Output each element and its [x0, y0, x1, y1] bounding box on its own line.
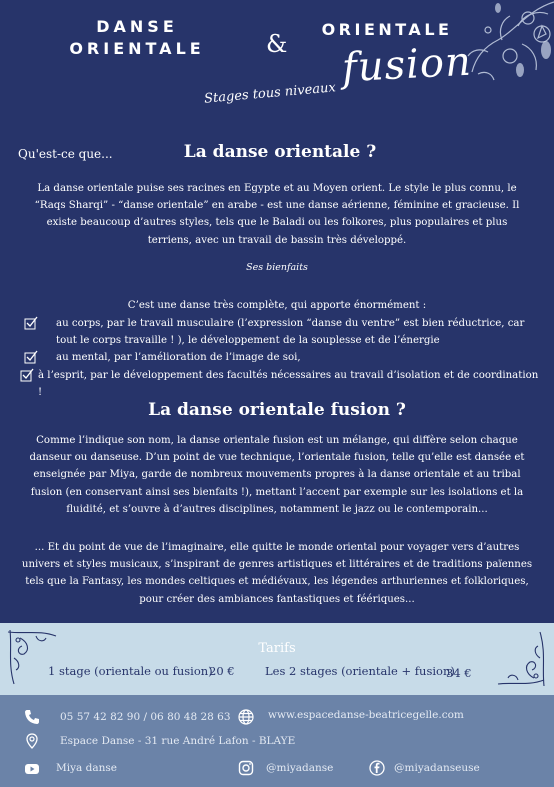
title-line-2: ORIENTALE: [69, 39, 205, 58]
checkbox-checked-icon: [20, 368, 34, 382]
contact-facebook[interactable]: @miyadanseuse: [394, 762, 480, 774]
tarif-item-1-price: 20 €: [209, 664, 235, 678]
title-line-1: DANSE: [96, 17, 178, 36]
benefits-list: [22, 315, 542, 401]
corner-flourish-icon: [494, 628, 548, 688]
phone-icon: [24, 709, 40, 725]
corner-flourish-icon: [6, 628, 60, 688]
benefit-text: à l’esprit, par le développement des facultés nécessaires au travail d’isolation et de coordination !: [38, 369, 539, 398]
instagram-icon: [238, 760, 254, 776]
section1-lead: Qu'est-ce que...: [18, 147, 113, 161]
benefit-text: au corps, par le travail musculaire (l’expression “danse du ventre” est bien réductrice, car tout le corps travaille ! ), le développement de la souplesse et de l’énergie: [56, 318, 525, 347]
section1-heading: La danse orientale ?: [183, 142, 377, 162]
section2-paragraph-1: Comme l’indique son nom, la danse orientale fusion est un mélange, qui diffère selon chaque danseur ou danseuse. D’un point de vue technique, l’orientale fusion, telle qu’elle est dansée et enseignée par Miya, garde de nombreux mouvements propres à la danse orientale et au tribal fusion (en conservant ainsi ses bienfaits !), mettant l’accent par exemple sur les isolations et la fluidité, et s’ouvre à d’autres disciplines, notamment le jazz ou le contemporain...: [29, 435, 525, 515]
title-orientale-right: ORIENTALE: [321, 20, 453, 39]
tarif-item-2-price: 34 €: [446, 666, 472, 680]
benefit-item: [22, 349, 542, 366]
globe-icon: [238, 709, 254, 725]
section2-paragraph-2: ... Et du point de vue de l’imaginaire, elle quitte le monde oriental pour voyager vers d’autres univers et styles musicaux, s’inspirant de genres artistiques et littéraires et de traditions païennes tels que la Fantasy, les mondes celtiques et médiévaux, les légendes arthuriennes et folkloriques, pour créer des ambiances fantastiques et féériques...: [21, 542, 533, 605]
tarif-item-2-label: Les 2 stages (orientale + fusion): [265, 664, 455, 678]
title-fusion-script: fusion: [340, 38, 473, 92]
contact-youtube[interactable]: Miya danse: [56, 762, 117, 774]
benefit-item: [22, 315, 542, 349]
tarifs-title: Tarifs: [258, 641, 296, 656]
section2-heading: La danse orientale fusion ?: [148, 400, 406, 420]
tarifs-band: [0, 623, 554, 695]
tarif-item-1-label: 1 stage (orientale ou fusion): [48, 664, 213, 678]
ampersand: &: [266, 30, 288, 58]
benefit-text: au mental, par l’amélioration de l’image de soi,: [56, 352, 301, 364]
youtube-icon: [24, 761, 40, 777]
contact-instagram[interactable]: @miyadanse: [266, 762, 334, 774]
benefit-item: [22, 367, 542, 401]
checkbox-checked-icon: [24, 316, 38, 330]
contact-address: Espace Danse - 31 rue André Lafon - BLAYE: [60, 735, 296, 747]
title-danse-orientale: [52, 16, 222, 60]
contact-phone: 05 57 42 82 90 / 06 80 48 28 63: [60, 711, 231, 723]
section1-paragraph: La danse orientale puise ses racines en Egypte et au Moyen orient. Le style le plus connu, le “Raqs Sharqi” - “danse orientale” en arabe - est une danse aérienne, féminine et gracieuse. Il existe beaucoup d’autres styles, tels que le Baladi ou les folkores, plus populaires et plus terriens, avec un travail de bassin très développé.: [34, 183, 520, 246]
checkbox-checked-icon: [24, 350, 38, 364]
benefits-title: Ses bienfaits: [246, 262, 308, 273]
stages-subtitle: Stages tous niveaux: [203, 80, 337, 107]
facebook-icon: [369, 760, 385, 776]
benefits-intro: C’est une danse très complète, qui apporte énormément :: [127, 300, 427, 311]
location-pin-icon: [24, 733, 40, 749]
contact-website[interactable]: www.espacedanse-beatricegelle.com: [268, 709, 464, 721]
